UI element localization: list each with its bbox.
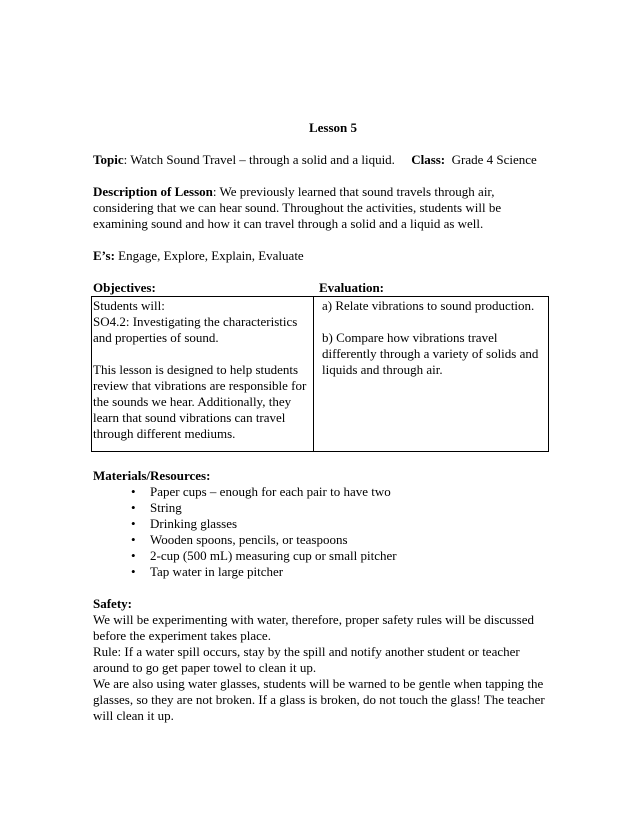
- safety-paragraph-3: We are also using water glasses, students will be warned to be gentle when tapping the glasses, so they are not broken. If a glass is broken, do not touch the glass! The teacher will clean it up.: [93, 676, 545, 723]
- bullet-icon: •: [131, 500, 136, 515]
- lesson-document: [93, 120, 553, 724]
- list-item-text: Tap water in large pitcher: [150, 564, 284, 579]
- es-label: E’s:: [93, 248, 115, 263]
- list-item-text: 2-cup (500 mL) measuring cup or small pitcher: [150, 548, 397, 563]
- materials-heading: [93, 468, 553, 484]
- class-label: Class:: [411, 152, 446, 167]
- evaluation-item-a: a) Relate vibrations to sound production.: [322, 298, 535, 313]
- description-text: : We previously learned that sound travels through air, considering that we can hear sound. Throughout the activities, students will be examining sound and how it can travel through a solid and a liquid as well.: [93, 184, 502, 231]
- bullet-icon: •: [131, 484, 136, 499]
- bullet-icon: •: [131, 532, 136, 547]
- list-item: [93, 484, 553, 500]
- evaluation-item-b: b) Compare how vibrations travel differently through a variety of solids and liquids and through air.: [322, 330, 539, 377]
- bullet-icon: •: [131, 548, 136, 563]
- table-divider: [313, 297, 314, 451]
- evaluation-cell: [322, 298, 544, 378]
- safety-heading-text: Safety:: [93, 596, 132, 611]
- safety-heading: [93, 596, 553, 612]
- evaluation-heading: Evaluation:: [319, 280, 385, 295]
- objectives-cell: [93, 298, 308, 442]
- materials-heading-text: Materials/Resources:: [93, 468, 211, 483]
- objectives-heading: Objectives:: [93, 280, 156, 295]
- description-paragraph: [93, 184, 553, 232]
- objectives-evaluation-table: [91, 296, 549, 452]
- list-item: [93, 532, 553, 548]
- topic-text: : Watch Sound Travel – through a solid and a liquid.: [123, 152, 395, 167]
- es-text: Engage, Explore, Explain, Evaluate: [118, 248, 304, 263]
- bullet-icon: •: [131, 516, 136, 531]
- list-item: [93, 516, 553, 532]
- safety-paragraph-2: Rule: If a water spill occurs, stay by the spill and notify another student or teacher around to go get paper towel to clean it up.: [93, 644, 520, 675]
- safety-paragraph-1: We will be experimenting with water, therefore, proper safety rules will be discussed before the experiment takes place.: [93, 612, 535, 643]
- es-line: [93, 248, 553, 264]
- bullet-icon: •: [131, 564, 136, 579]
- lesson-title: Lesson 5: [308, 120, 358, 135]
- materials-list: [93, 484, 553, 580]
- objectives-line-2: SO4.2: Investigating the characteristics and properties of sound.: [93, 314, 298, 345]
- class-value: Grade 4 Science: [451, 152, 537, 167]
- table-headings: [93, 280, 553, 296]
- list-item-text: String: [150, 500, 182, 515]
- objectives-line-3: This lesson is designed to help students review that vibrations are responsible for the sounds we hear. Additionally, they learn that sound vibrations can travel through different mediums.: [93, 362, 307, 441]
- list-item-text: Wooden spoons, pencils, or teaspoons: [150, 532, 348, 547]
- list-item: [93, 500, 553, 516]
- topic-label: Topic: [93, 152, 124, 167]
- list-item-text: Paper cups – enough for each pair to have two: [150, 484, 391, 499]
- list-item: [93, 564, 553, 580]
- list-item: [93, 548, 553, 564]
- objectives-line-1: Students will:: [93, 298, 165, 313]
- topic-line: [93, 152, 553, 168]
- list-item-text: Drinking glasses: [150, 516, 238, 531]
- description-label: Description of Lesson: [93, 184, 213, 199]
